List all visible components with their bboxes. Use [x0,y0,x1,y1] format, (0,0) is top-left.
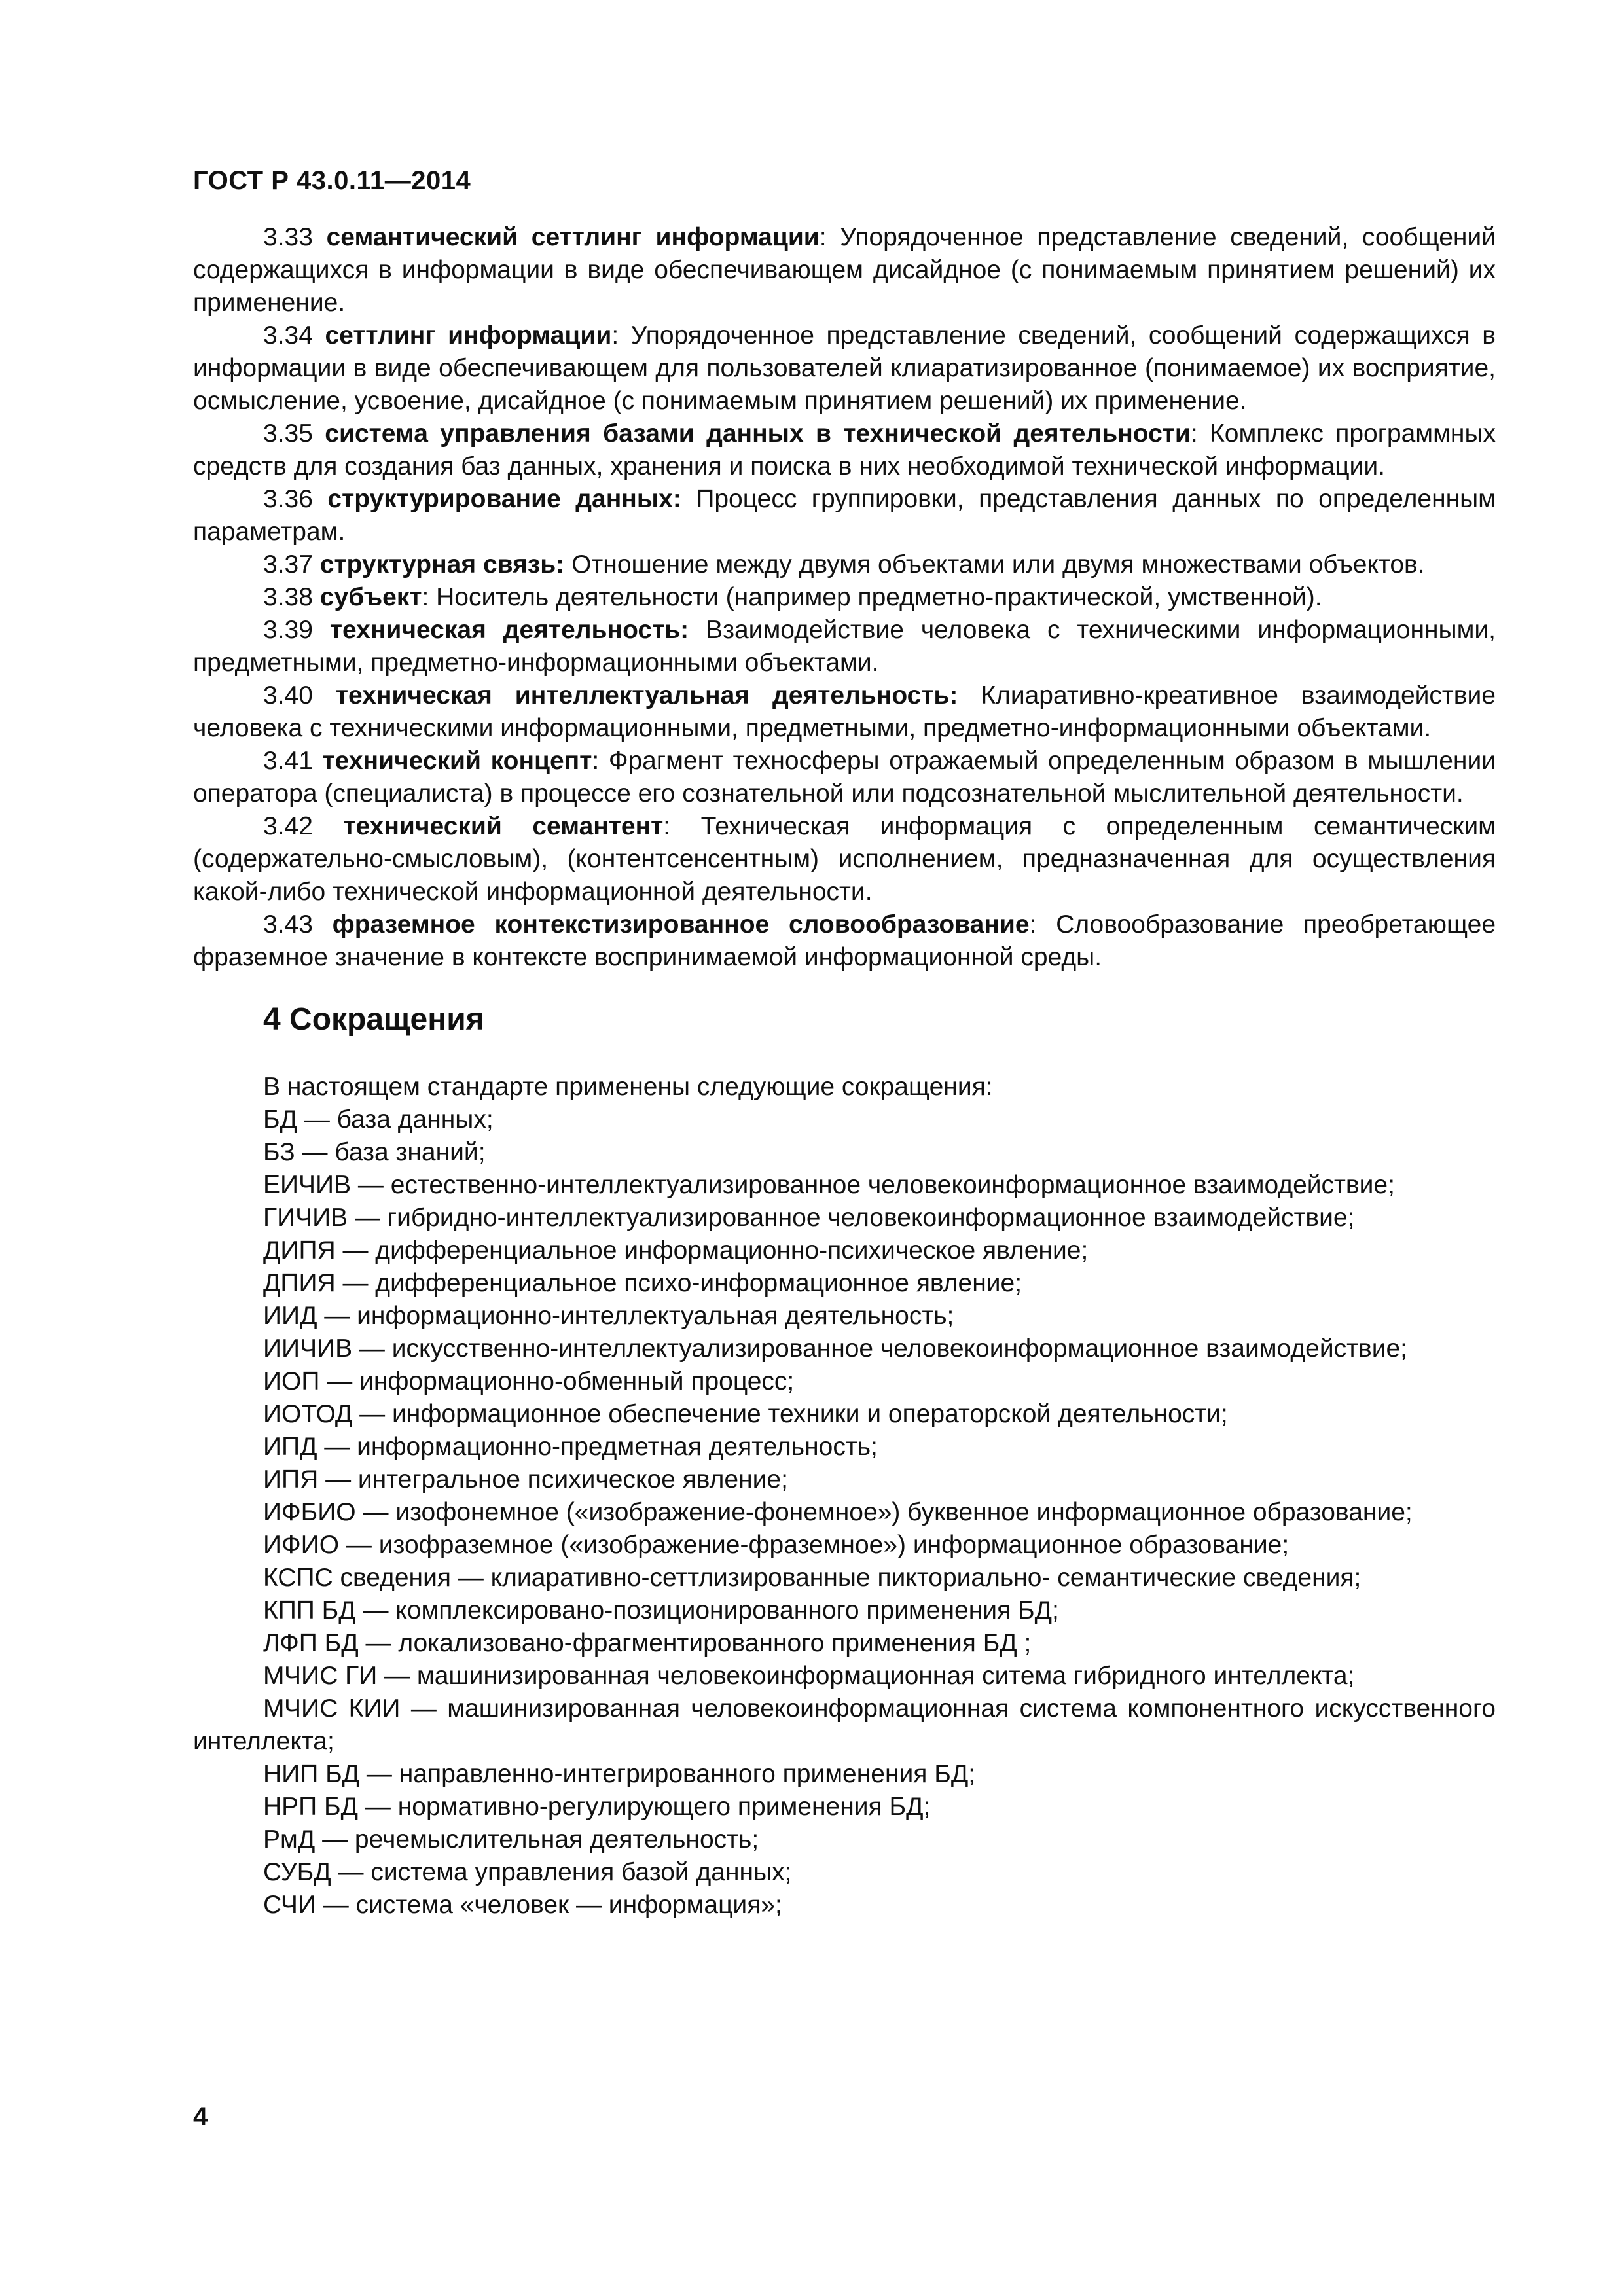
abbreviation-item: ИФИО — изофраземное («изображение-фраземное») информационное образование; [263,1531,1290,1559]
definition-item [193,745,1496,810]
definition-number: 3.43 [263,910,313,939]
definition-separator: : [422,583,437,611]
definition-separator: : [611,321,631,350]
definition-number: 3.34 [263,321,313,350]
definition-number: 3.40 [263,681,313,709]
definition-term: система управления базами данных в технической деятельности [325,420,1191,448]
definition-item [193,581,1496,614]
abbreviation-item: ДИПЯ — дифференциальное информационно-психическое явление; [263,1236,1089,1265]
abbreviation-item: СУБД — система управления базой данных; [263,1858,792,1886]
definition-separator [958,681,981,709]
definitions-list [193,221,1496,974]
section-title: 4 Сокращения [263,1002,484,1037]
definition-item [193,548,1496,581]
definition-separator [689,616,706,644]
definition-term: техническая интеллектуальная деятельность: [335,681,958,709]
document-header: ГОСТ Р 43.0.11—2014 [193,166,471,195]
definition-number: 3.37 [263,550,313,579]
section-intro: В настоящем стандарте применены следующие сокращения: [263,1073,993,1101]
definition-text: Клиаративно-креативное взаимодействие человека с техническими информационными, предметными, предметно-информационными объектами. [193,681,1496,742]
definition-text: Словообразование преобретающее фраземное значение в контексте воспринимаемой информационной среды. [193,910,1496,971]
definition-separator [564,550,571,579]
abbreviation-item: МЧИС ГИ — машинизированная человекоинформационная ситема гибридного интеллекта; [263,1662,1355,1690]
definition-item [193,614,1496,679]
abbreviation-item: РмД — речемыслительная деятельность; [263,1825,759,1854]
abbreviation-item: ИПЯ — интегральное психическое явление; [263,1465,788,1494]
abbreviation-item: БД — база данных; [263,1105,494,1134]
abbreviation-item: ИИЧИВ — искусственно-интеллектуализированное человекоинформационное взаимодействие; [263,1335,1408,1363]
definition-text: Фрагмент техносферы отражаемый определенным образом в мышлении оператора (специалиста) в процессе его сознательной или подсознательной мыслительной деятельности. [193,747,1496,808]
abbreviation-item: МЧИС КИИ — машинизированная человекоинформационная система компонентного искусственного интеллекта; [193,1695,1496,1755]
definition-number: 3.39 [263,616,313,644]
abbreviation-item: СЧИ — система «человек — информация»; [263,1891,782,1919]
definition-number: 3.36 [263,485,313,513]
abbreviation-item: ГИЧИВ — гибридно-интеллектуализированное человекоинформационное взаимодействие; [263,1204,1355,1232]
abbreviation-item: ИОП — информационно-обменный процесс; [263,1367,795,1395]
definition-term: фраземное контекстизированное словообразование [332,910,1030,939]
definition-term: семантический сеттлинг информации [326,223,820,251]
definition-number: 3.41 [263,747,313,775]
definition-term: структурирование данных: [327,485,681,513]
abbreviation-item: ИИД — информационно-интеллектуальная деятельность; [263,1302,954,1330]
definition-term: технический семантент [343,812,664,840]
definition-separator: : [592,747,609,775]
definition-number: 3.42 [263,812,313,840]
definition-separator: : [819,223,840,251]
definition-term: структурная связь: [319,550,565,579]
definition-number: 3.33 [263,223,313,251]
definition-text: Взаимодействие человека с техническими информационными, предметными, предметно-информационными объектами. [193,616,1496,677]
definition-text: Отношение между двумя объектами или двумя множествами объектов. [571,550,1425,579]
abbreviations-list [193,1103,1496,1922]
abbreviation-item: ЛФП БД — локализовано-фрагментированного применения БД ; [263,1629,1032,1657]
abbreviation-item: ИПД — информационно-предметная деятельность; [263,1433,878,1461]
definition-item [193,418,1496,483]
definition-item [193,810,1496,908]
definition-number: 3.35 [263,420,313,448]
definition-text: Техническая информация с определенным семантическим (содержательно-смысловым), (контентсенсентным) исполнением, предназначенная для осуществления какой-либо технической информационной деятельности. [193,812,1496,906]
page-number: 4 [193,2102,208,2131]
definition-separator: : [1190,420,1210,448]
definition-text: Носитель деятельности (например предметно-практической, умственной). [436,583,1322,611]
definition-item [193,221,1496,319]
definition-separator [681,485,696,513]
abbreviation-item: ДПИЯ — дифференциальное психо-информационное явление; [263,1269,1022,1297]
abbreviation-item: НИП БД — направленно-интегрированного применения БД; [263,1760,976,1788]
document-body [193,221,1496,1922]
definition-item [193,483,1496,548]
abbreviation-item: ЕИЧИВ — естественно-интеллектуализированное человекоинформационное взаимодействие; [263,1171,1395,1199]
definition-term: техническая деятельность: [329,616,689,644]
abbreviation-item: КПП БД — комплексировано-позиционированного применения БД; [263,1596,1059,1624]
definition-number: 3.38 [263,583,313,611]
abbreviation-item: НРП БД — нормативно-регулирующего применения БД; [263,1793,931,1821]
definition-term: субъект [319,583,422,611]
definition-text: Процесс группировки, представления данных по определенным параметрам. [193,485,1496,546]
definition-item [193,679,1496,745]
abbreviation-item: ИОТОД — информационное обеспечение техники и операторской деятельности; [263,1400,1228,1428]
abbreviation-item: ИФБИО — изофонемное («изображение-фонемное») буквенное информационное образование; [263,1498,1413,1526]
definition-text: Упорядоченное представление сведений, сообщений содержащихся в информации в виде обеспечивающем дисайдное (с понимаемым принятием решений) их применение. [193,223,1496,317]
definition-separator: : [663,812,701,840]
definition-text: Упорядоченное представление сведений, сообщений содержащихся в информации в виде обеспечивающем для пользователей клиаратизированное (понимаемое) их восприятие, осмысление, усвоение, дисайдное (с понимаемым принятием решений) их применение. [193,321,1496,415]
abbreviation-item: КСПС сведения — клиаративно-сеттлизированные пикториально- семантические сведения; [263,1564,1362,1592]
definition-text: Комплекс программных средств для создания баз данных, хранения и поиска в них необходимой технической информации. [193,420,1496,480]
definition-term: технический концепт [322,747,592,775]
definition-separator: : [1029,910,1056,939]
abbreviation-item: БЗ — база знаний; [263,1138,486,1166]
definition-term: сеттлинг информации [325,321,612,350]
definition-item [193,319,1496,418]
definition-item [193,908,1496,974]
